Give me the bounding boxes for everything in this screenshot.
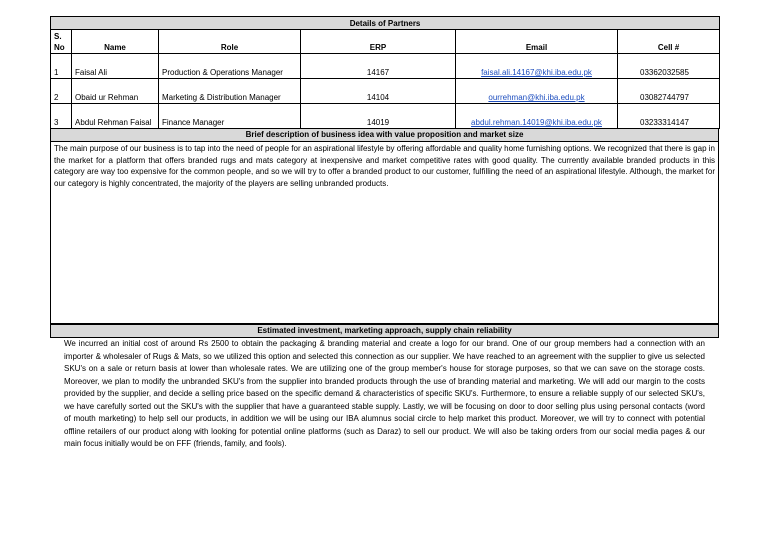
header-email: Email <box>456 30 618 54</box>
table-row <box>51 79 720 104</box>
row-name: Obaid ur Rehman <box>72 79 159 104</box>
description-title: Brief description of business idea with value proposition and market size <box>50 129 719 142</box>
email-link[interactable]: abdul.rehman.14019@khi.iba.edu.pk <box>471 118 602 127</box>
table-row <box>51 54 720 79</box>
row-name: Faisal Ali <box>72 54 159 79</box>
row-erp: 14104 <box>301 79 456 104</box>
header-cell: Cell # <box>618 30 720 54</box>
description-text: The main purpose of our business is to tap into the need of people for an aspirational lifestyle by offering affordable and quality home furnishing options. We recognized that there is gap in the market for a platform that offers branded rugs and mats category at inexpensive and market competitive rates with good quality. The currently available branded products in this category are way too expensive for the common people, and so we will try to offer a branded product to our customer, fulfilling the need of an aspirational lifestyle. Although, the market for our category is highly concentrated, the majority of the players are selling unbranded products. <box>50 142 719 324</box>
header-erp: ERP <box>301 30 456 54</box>
row-erp: 14019 <box>301 104 456 129</box>
row-sno: 1 <box>51 54 72 79</box>
table-row <box>51 104 720 129</box>
row-cell: 03082744797 <box>618 79 720 104</box>
partners-title: Details of Partners <box>51 17 720 30</box>
partners-sheet <box>50 16 719 451</box>
investment-text: We incurred an initial cost of around Rs 2500 to obtain the packaging & branding material and create a logo for our brand. One of our group members had a connection with an importer & wholesaler of Rugs & Mats, so we utilized this option and selected this connection as our supplier. We have reached to an agreement with the supplier to give us selected SKU's on a sale or return basis at lower than wholesale rates. We are utilizing one of the group member's house for storage purposes, so that we can save on the storage costs. Moreover, we plan to modify the unbranded SKU's from the supplier into branded products through the use of branding material and marketing. We will add our margin to the costs provided by the supplier, and decide a selling price based on the specific demand & characteristics of specific SKU's. Furthermore, to ensure a reliable supply of our selected SKU's, we have carefully sorted out the SKU's with the supplier that have a guaranteed stable supply. Lastly, we will be focusing on door to door selling plus using personal contacts (word of mouth marketing) to help sell our products, in addition we will be using our IBA alumnus social circle to help market this product. Moreover, we will try to connect with potential offline retailers of our product along with looking for potential online platforms (such as Daraz) to sell our product. We will also be taking orders from our social media pages & our main focus initially would be on FFF (friends, family, and fools). <box>64 339 705 448</box>
partners-table <box>50 16 720 129</box>
row-cell: 03362032585 <box>618 54 720 79</box>
row-name: Abdul Rehman Faisal <box>72 104 159 129</box>
row-erp: 14167 <box>301 54 456 79</box>
investment-title: Estimated investment, marketing approach, supply chain reliability <box>50 324 719 338</box>
header-sno: S. No <box>51 30 72 54</box>
header-name: Name <box>72 30 159 54</box>
row-role: Marketing & Distribution Manager <box>159 79 301 104</box>
email-link[interactable]: faisal.ali.14167@khi.iba.edu.pk <box>481 68 592 77</box>
row-role: Production & Operations Manager <box>159 54 301 79</box>
email-link[interactable]: ourrehman@khi.iba.edu.pk <box>488 93 585 102</box>
row-role: Finance Manager <box>159 104 301 129</box>
row-sno: 2 <box>51 79 72 104</box>
header-role: Role <box>159 30 301 54</box>
row-cell: 03233314147 <box>618 104 720 129</box>
row-sno: 3 <box>51 104 72 129</box>
